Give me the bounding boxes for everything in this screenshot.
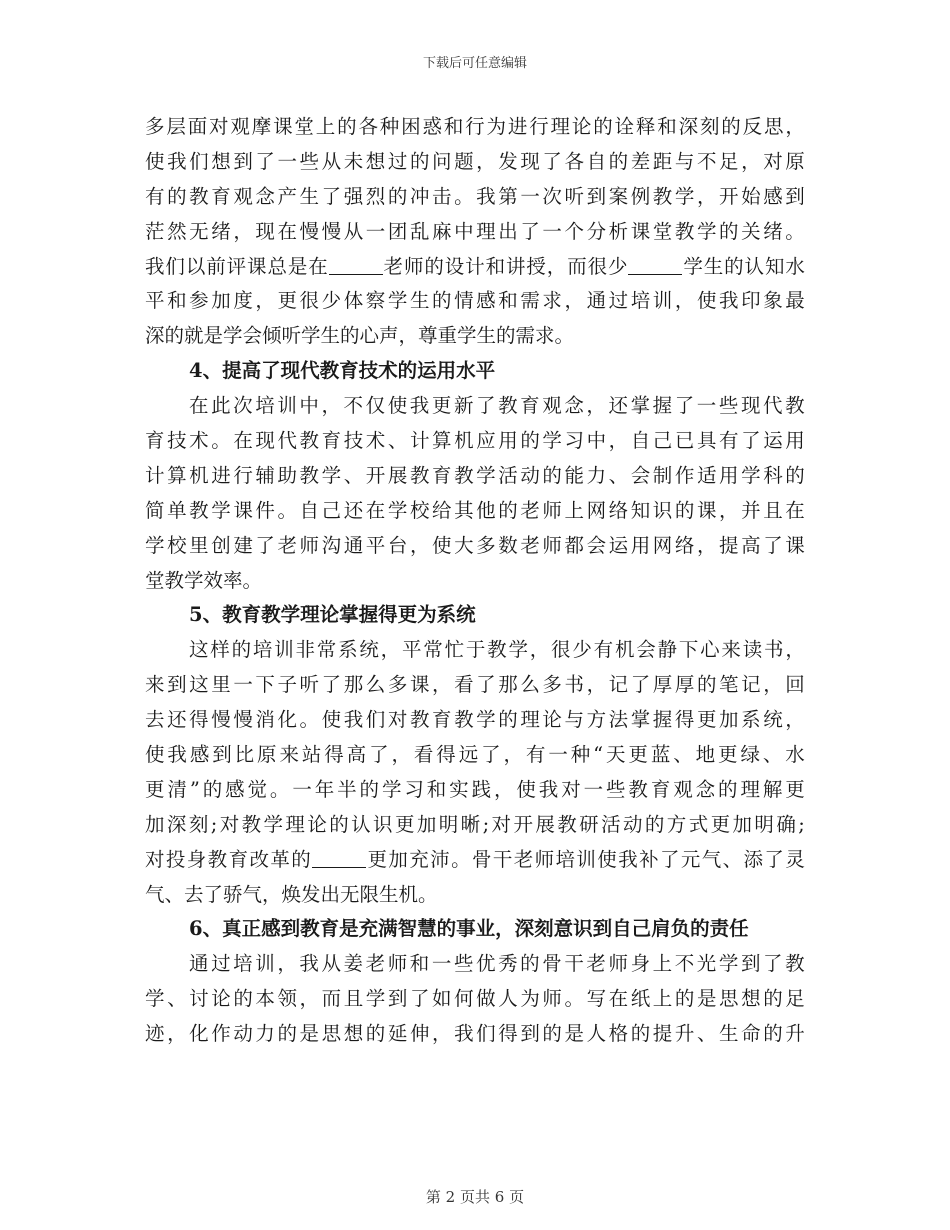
paragraph-line: 学 校 里 创 建 了 老 师 沟 通 平 台 ， 使 大 多 数 老 师 都 会 运 用 网 络 ， 提 高 了 课 <box>145 533 805 557</box>
paragraph-line: 育 技 术 。 在 现 代 教 育 技 术 、 计 算 机 应 用 的 学 习 中 ， 自 己 已 具 有 了 运 用 <box>145 429 805 453</box>
paragraph-line: 迹 ， 化 作 动 力 的 是 思 想 的 延 伸 ， 我 们 得 到 的 是 人 格 的 提 升 、 生 命 的 升 <box>145 1022 805 1046</box>
paragraph-line: 茫 然 无 绪 ， 现 在 慢 慢 从 一 团 乱 麻 中 理 出 了 一 个 分 析 课 堂 教 学 的 关 绪 。 <box>145 219 805 243</box>
paragraph-line: 使 我 感 到 比 原 来 站 得 高 了 ， 看 得 远 了 ， 有 一 种 “ 天 更 蓝 、 地 更 绿 、 水 <box>145 743 805 767</box>
paragraph-line: 我 们 以 前 评 课 总 是 在 老 师 的 设 计 和 讲 授 ， 而 很 少 学 生 的 认 知 水 <box>145 250 805 285</box>
paragraph-line: 通 过 培 训 ， 我 从 姜 老 师 和 一 些 优 秀 的 骨 干 老 师 身 上 不 光 学 到 了 教 <box>189 952 805 976</box>
paragraph-line: 来 到 这 里 一 下 子 听 了 那 么 多 课 ， 看 了 那 么 多 书 ， 记 了 厚 厚 的 笔 记 ， 回 <box>145 673 805 697</box>
paragraph-line: 气、去了骄气，焕发出无限生机。 <box>145 882 438 906</box>
section-heading: 5、教育教学理论掌握得更为系统 <box>189 603 476 627</box>
fill-blank <box>329 250 383 275</box>
fill-blank <box>628 250 682 275</box>
paragraph-line: 堂教学效率。 <box>145 568 263 592</box>
paragraph-line: 加 深 刻 ; 对 教 学 理 论 的 认 识 更 加 明 晰 ; 对 开 展 教 研 活 动 的 方 式 更 加 明 确 ; <box>145 812 805 836</box>
paragraph-line: 对 投 身 教 育 改 革 的 更 加 充 沛 。 骨 干 老 师 培 训 使 我 补 了 元 气 、 添 了 灵 <box>145 843 805 878</box>
document-body <box>145 110 805 1052</box>
section-heading: 6、真正感到教育是充满智慧的事业，深刻意识到自己肩负的责任 <box>189 917 749 941</box>
paragraph-line: 深的就是学会倾听学生的心声，尊重学生的需求。 <box>145 324 575 348</box>
paragraph-line: 计 算 机 进 行 辅 助 教 学 、 开 展 教 育 教 学 活 动 的 能 力 、 会 制 作 适 用 学 科 的 <box>145 463 805 487</box>
paragraph-line: 学 、 讨 论 的 本 领 ， 而 且 学 到 了 如 何 做 人 为 师 。 写 在 纸 上 的 是 思 想 的 足 <box>145 987 805 1011</box>
paragraph-line: 使 我 们 想 到 了 一 些 从 未 想 过 的 问 题 ， 发 现 了 各 自 的 差 距 与 不 足 ， 对 原 <box>145 149 805 173</box>
paragraph-line: 简 单 教 学 课 件 。 自 己 还 在 学 校 给 其 他 的 老 师 上 网 络 知 识 的 课 ， 并 且 在 <box>145 498 805 522</box>
section-heading: 4、提高了现代教育技术的运用水平 <box>189 359 496 383</box>
paragraph-line: 多 层 面 对 观 摩 课 堂 上 的 各 种 困 惑 和 行 为 进 行 理 论 的 诠 释 和 深 刻 的 反 思 ， <box>145 115 805 138</box>
paragraph-line: 更 清 ” 的 感 觉 。 一 年 半 的 学 习 和 实 践 ， 使 我 对 一 些 教 育 观 念 的 理 解 更 <box>145 777 805 801</box>
page-footer: 第 2 页共 6 页 <box>425 1188 525 1206</box>
paragraph-line: 去 还 得 慢 慢 消 化 。 使 我 们 对 教 育 教 学 的 理 论 与 方 法 掌 握 得 更 加 系 统 ， <box>145 708 805 732</box>
page-header: 下载后可任意编辑 <box>422 56 527 71</box>
paragraph-line: 有 的 教 育 观 念 产 生 了 强 烈 的 冲 击 。 我 第 一 次 听 到 案 例 教 学 ， 开 始 感 到 <box>145 184 805 208</box>
paragraph-line: 在 此 次 培 训 中 ， 不 仅 使 我 更 新 了 教 育 观 念 ， 还 掌 握 了 一 些 现 代 教 <box>189 394 805 418</box>
paragraph-line: 这 样 的 培 训 非 常 系 统 ， 平 常 忙 于 教 学 ， 很 少 有 机 会 静 下 心 来 读 书 ， <box>189 638 805 662</box>
fill-blank <box>312 843 366 868</box>
paragraph-line: 平 和 参 加 度 ， 更 很 少 体 察 学 生 的 情 感 和 需 求 ， 通 过 培 训 ， 使 我 印 象 最 <box>145 289 805 313</box>
